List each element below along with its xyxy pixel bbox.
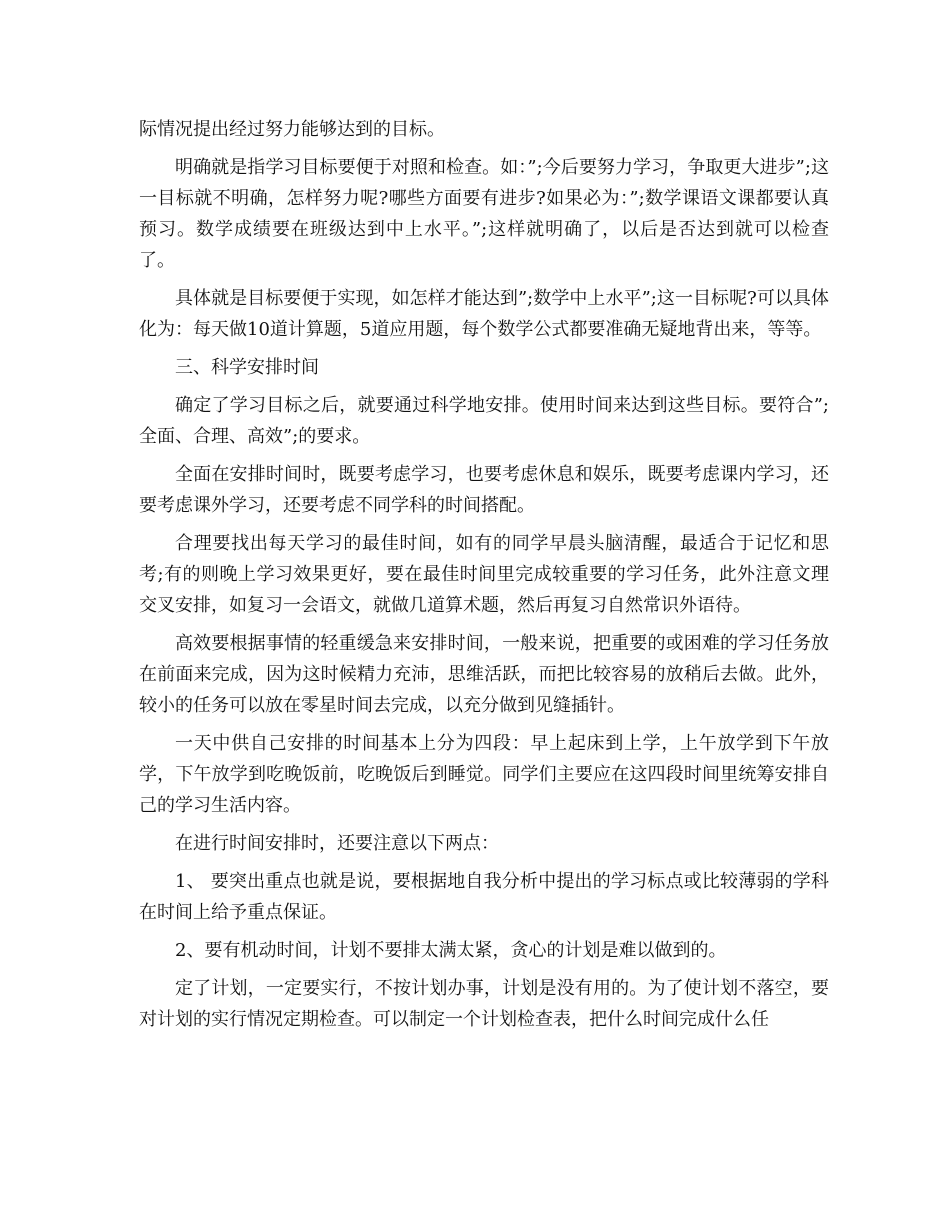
paragraph: 际情况提出经过努力能够达到的目标。 xyxy=(139,119,445,140)
paragraph: 定了计划，一定要实行，不按计划办事，计划是没有用的。为了使计划不落空，要对计划的实行情况定期检查。可以制定一个计划检查表，把什么时间完成什么任 xyxy=(139,978,829,1030)
paragraph: 高效要根据事情的轻重缓急来安排时间，一般来说，把重要的或困难的学习任务放在前面来完成，因为这时候精力充沛，思维活跃，而把比较容易的放稍后去做。此外，较小的任务可以放在零星时间去完成，以充分做到见缝插针。 xyxy=(139,633,829,716)
paragraph: 具体就是目标要便于实现，如怎样才能达到”;数学中上水平”;这一目标呢?可以具体化为：每天做10道计算题，5道应用题，每个数学公式都要准确无疑地背出来，等等。 xyxy=(139,288,829,340)
paragraph: 明确就是指学习目标要便于对照和检查。如：”;今后要努力学习，争取更大进步”;这一目标就不明确，怎样努力呢?哪些方面要有进步?如果必为：”;数学课语文课都要认真预习。数学成绩要在班级达到中上水平。”;这样就明确了，以后是否达到就可以检查了。 xyxy=(139,157,829,271)
list-item: 2、要有机动时间，计划不要排太满太紧，贪心的计划是难以做到的。 xyxy=(175,940,727,961)
paragraph: 一天中供自己安排的时间基本上分为四段：早上起床到上学，上午放学到下午放学，下午放学到吃晚饭前，吃晚饭后到睡觉。同学们主要应在这四段时间里统筹安排自己的学习生活内容。 xyxy=(139,733,829,816)
paragraph: 全面在安排时间时，既要考虑学习，也要考虑休息和娱乐，既要考虑课内学习，还要考虑课外学习，还要考虑不同学科的时间搭配。 xyxy=(139,464,829,516)
section-heading: 三、科学安排时间 xyxy=(175,357,319,378)
paragraph: 合理要找出每天学习的最佳时间，如有的同学早晨头脑清醒，最适合于记忆和思考;有的则晚上学习效果更好，要在最佳时间里完成较重要的学习任务，此外注意文理交叉安排，如复习一会语文，就做几道算术题，然后再复习自然常识外语待。 xyxy=(139,533,829,616)
list-item: 1、 要突出重点也就是说，要根据地自我分析中提出的学习标点或比较薄弱的学科在时间上给予重点保证。 xyxy=(139,871,829,923)
document-body xyxy=(139,114,829,1042)
paragraph: 确定了学习目标之后，就要通过科学地安排。使用时间来达到这些目标。要符合”;全面、合理、高效”;的要求。 xyxy=(139,395,829,447)
paragraph: 在进行时间安排时，还要注意以下两点： xyxy=(175,833,499,854)
